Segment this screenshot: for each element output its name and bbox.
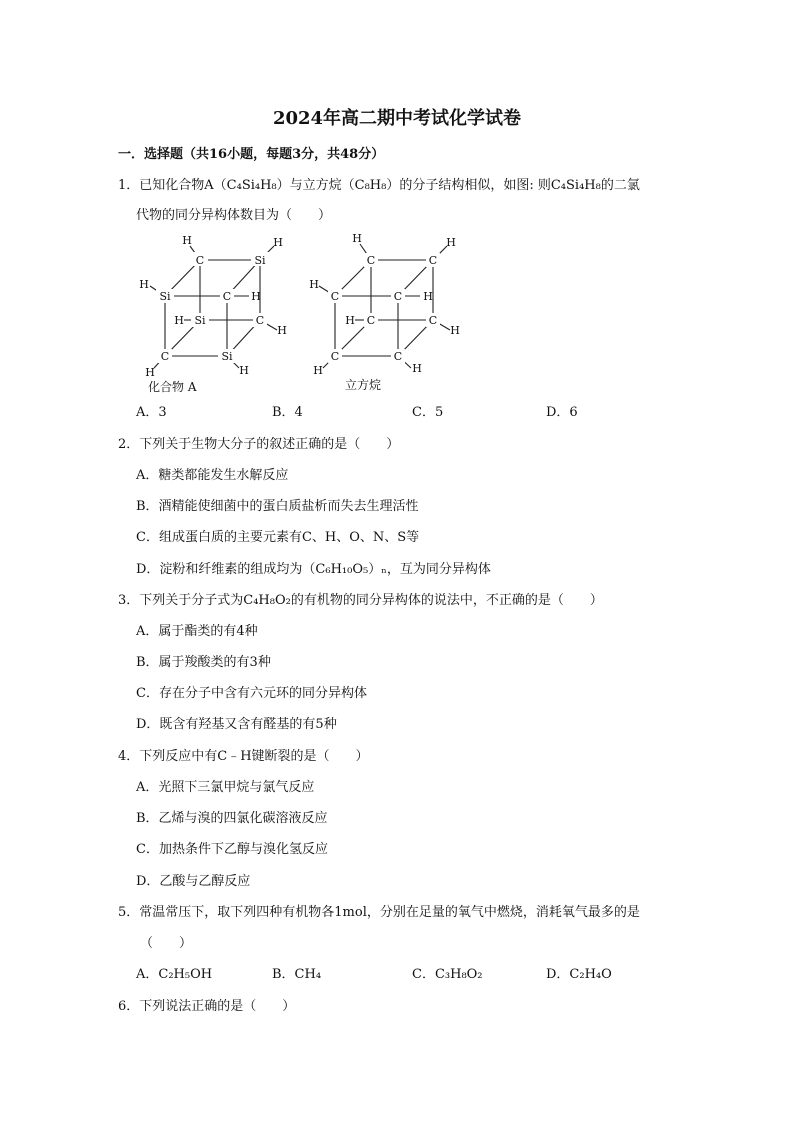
cubane-structure (305, 232, 465, 394)
q1-option-b[interactable]: B．4 (272, 405, 303, 420)
question-5-stem-cont: （ ） (140, 936, 193, 951)
atom-label: C (330, 350, 340, 363)
q3-option-b[interactable]: B．属于羧酸类的有3种 (136, 655, 271, 670)
atom-label: C (428, 314, 438, 327)
atom-label: Si (194, 314, 206, 327)
h-label: H (345, 314, 355, 327)
q1-option-a[interactable]: A．3 (136, 405, 167, 420)
atom-label: Si (254, 254, 266, 267)
q5-option-a[interactable]: A．C₂H₅OH (136, 967, 213, 982)
q3-option-a[interactable]: A．属于酯类的有4种 (136, 624, 258, 639)
h-label: H (239, 364, 249, 377)
h-label: H (412, 362, 422, 375)
q5-option-b[interactable]: B．CH₄ (272, 967, 322, 982)
question-6-stem: 6．下列说法正确的是（ ） (118, 999, 296, 1014)
h-label: H (273, 236, 283, 249)
h-label: H (450, 324, 460, 337)
h-label: H (145, 366, 155, 379)
question-1-stem: 1．已知化合物A（C₄Si₄H₈）与立方烷（C₈H₈）的分子结构相似，如图: 则C₄Si₄H₈的二氯 (118, 178, 640, 193)
h-label: H (446, 236, 456, 249)
h-label: H (309, 278, 319, 291)
compound-a-figure (132, 232, 292, 394)
h-label: H (352, 232, 362, 245)
section-heading: 一．选择题（共16小题，每题3分，共48分） (118, 147, 385, 162)
question-1-stem-cont: 代物的同分异构体数目为（ ） (136, 208, 332, 223)
q4-option-c[interactable]: C．加热条件下乙醇与溴化氢反应 (136, 842, 328, 857)
h-label: H (182, 234, 192, 247)
h-label: H (277, 324, 287, 337)
atom-label: Si (221, 350, 233, 363)
atom-label: C (393, 290, 403, 303)
h-label: H (313, 364, 323, 377)
question-3-stem: 3．下列关于分子式为C₄H₈O₂的有机物的同分异构体的说法中，不正确的是（ ） (118, 593, 603, 608)
q3-option-d[interactable]: D．既含有羟基又含有醛基的有5种 (136, 717, 337, 732)
q5-option-d[interactable]: D．C₂H₄O (546, 967, 612, 982)
cubane-figure (305, 232, 465, 394)
atom-label: C (393, 350, 403, 363)
atom-label: C (366, 314, 376, 327)
q1-option-d[interactable]: D．6 (546, 405, 578, 420)
cubane-label: 立方烷 (345, 378, 382, 392)
q4-option-a[interactable]: A．光照下三氯甲烷与氯气反应 (136, 780, 315, 795)
compound-a-label: 化合物 A (148, 380, 197, 394)
atom-label: C (255, 314, 265, 327)
atom-label: C (222, 290, 232, 303)
q4-option-d[interactable]: D．乙酸与乙醇反应 (136, 874, 251, 889)
q5-option-c[interactable]: C．C₃H₈O₂ (412, 967, 483, 982)
exam-title: 2024年高二期中考试化学试卷 (272, 108, 522, 129)
atom-label: C (428, 254, 438, 267)
atom-label: Si (159, 290, 171, 303)
q3-option-c[interactable]: C．存在分子中含有六元环的同分异构体 (136, 686, 367, 701)
q2-option-d[interactable]: D．淀粉和纤维素的组成均为（C₆H₁₀O₅）ₙ，互为同分异构体 (136, 562, 491, 577)
h-label: H (139, 278, 149, 291)
h-label: H (251, 290, 261, 303)
compound-a-structure (132, 232, 292, 394)
h-label: H (174, 314, 184, 327)
question-5-stem: 5．常温常压下，取下列四种有机物各1mol，分别在足量的氧气中燃烧，消耗氧气最多的是 (118, 905, 640, 920)
q4-option-b[interactable]: B．乙烯与溴的四氯化碳溶液反应 (136, 811, 328, 826)
atom-label: C (195, 254, 205, 267)
q2-option-b[interactable]: B．酒精能使细菌中的蛋白质盐析而失去生理活性 (136, 499, 419, 514)
atom-label: C (366, 254, 376, 267)
q2-option-a[interactable]: A．糖类都能发生水解反应 (136, 468, 289, 483)
h-label: H (423, 290, 433, 303)
question-2-stem: 2．下列关于生物大分子的叙述正确的是（ ） (118, 437, 400, 452)
atom-label: C (330, 290, 340, 303)
q2-option-c[interactable]: C．组成蛋白质的主要元素有C、H、O、N、S等 (136, 530, 420, 545)
question-4-stem: 4．下列反应中有C﹣H键断裂的是（ ） (118, 749, 369, 764)
q1-option-c[interactable]: C．5 (412, 405, 444, 420)
atom-label: C (160, 350, 170, 363)
